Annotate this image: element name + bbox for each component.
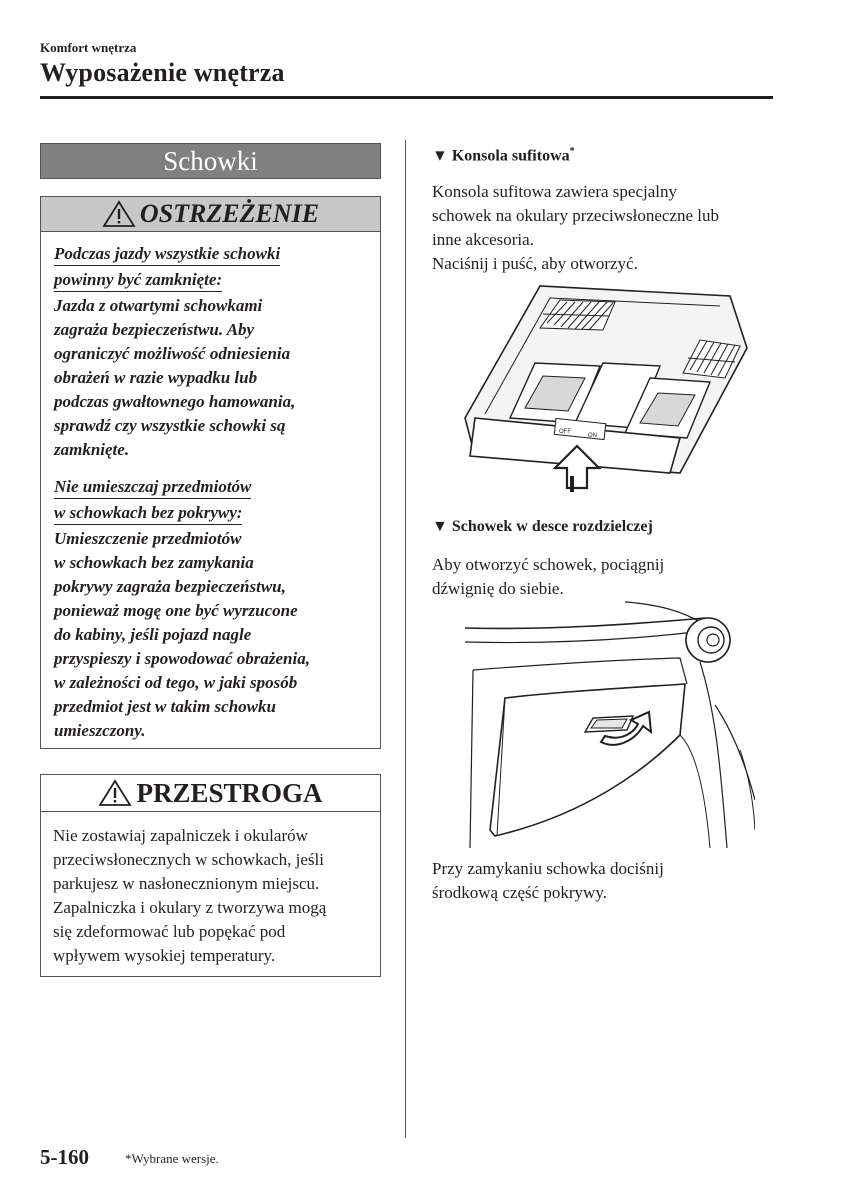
warning-line: obrażeń w razie wypadku lub (54, 368, 258, 387)
chapter-label: Komfort wnętrza (40, 40, 137, 55)
warning-item-heading: Nie umieszczaj przedmiotów (54, 476, 251, 499)
caution-body (41, 812, 380, 968)
page-number: 5-160 (40, 1145, 89, 1169)
glovebox-text (432, 553, 664, 601)
warning-triangle-icon (98, 779, 132, 807)
section-title: Schowki (163, 146, 258, 176)
caution-line: się zdeformować lub popękać pod (53, 922, 286, 941)
warning-title: OSTRZEŻENIE (139, 199, 320, 228)
warning-line: przedmiot jest w takim schowku (54, 697, 276, 716)
caution-line: Nie zostawiaj zapalniczek i okularów (53, 826, 308, 845)
warning-line: do kabiny, jeśli pojazd nagle (54, 625, 252, 644)
warning-item-heading: w schowkach bez pokrywy: (54, 502, 242, 525)
warning-box (40, 196, 381, 749)
warning-item (54, 475, 380, 743)
console-line: Konsola sufitowa zawiera specjalny (432, 182, 677, 201)
warning-item-heading: Podczas jazdy wszystkie schowki (54, 243, 280, 266)
glovebox-closing-line: Przy zamykaniu schowka dociśnij (432, 859, 664, 878)
warning-line: Umieszczenie przedmiotów (54, 529, 242, 548)
glovebox-closing-text (432, 857, 664, 905)
warning-line: ograniczyć możliwość odniesienia (54, 344, 291, 363)
caution-title: PRZESTROGA (136, 777, 323, 808)
warning-line: ponieważ mogę one być wyrzucone (54, 601, 298, 620)
console-line: Naciśnij i puść, aby otworzyć. (432, 254, 638, 273)
caution-line: parkujesz w nasłonecznionym miejscu. (53, 874, 320, 893)
warning-item (54, 242, 380, 462)
caution-box (40, 774, 381, 977)
section-banner (40, 143, 381, 179)
glovebox-illustration (465, 600, 755, 848)
warning-item-heading: powinny być zamknięte: (54, 269, 222, 292)
caution-line: przeciwsłonecznych w schowkach, jeśli (53, 850, 324, 869)
console-heading-text: ▼ Konsola sufitowa (432, 147, 570, 165)
caution-header (41, 775, 380, 812)
switch-on-label: ON (588, 433, 597, 439)
warning-line: Jazda z otwartymi schowkami (54, 296, 263, 315)
warning-line: w schowkach bez zamykania (54, 553, 254, 572)
caution-line: wpływem wysokiej temperatury. (53, 946, 276, 965)
warning-line: podczas gwałtownego hamowania, (54, 392, 296, 411)
page-title: Wyposażenie wnętrza (40, 58, 285, 87)
warning-line: zamknięte. (54, 440, 130, 459)
glovebox-line: Aby otworzyć schowek, pociągnij (432, 555, 665, 574)
caution-line: Zapalniczka i okulary z tworzywa mogą (53, 898, 327, 917)
console-line: schowek na okulary przeciwsłoneczne lub (432, 206, 719, 225)
glovebox-closing-line: środkową część pokrywy. (432, 883, 607, 902)
glovebox-line: dźwignię do siebie. (432, 579, 564, 598)
optional-mark: * (569, 146, 575, 157)
switch-off-label: OFF (559, 429, 571, 435)
header-divider (40, 96, 773, 99)
warning-header (41, 197, 380, 232)
warning-body (41, 232, 380, 743)
warning-triangle-icon (102, 200, 136, 228)
warning-line: w zależności od tego, w jaki sposób (54, 673, 298, 692)
column-divider (405, 140, 406, 1138)
warning-line: przyspieszy i spowodować obrażenia, (54, 649, 310, 668)
warning-line: zagraża bezpieczeństwu. Aby (54, 320, 255, 339)
console-heading (432, 146, 575, 165)
overhead-console-illustration (455, 278, 755, 498)
glovebox-heading: ▼ Schowek w desce rozdzielczej (432, 518, 653, 535)
warning-line: sprawdź czy wszystkie schowki są (54, 416, 286, 435)
console-text (432, 180, 719, 276)
footnote: *Wybrane wersje. (125, 1151, 219, 1166)
warning-line: pokrywy zagraża bezpieczeństwu, (54, 577, 286, 596)
console-line: inne akcesoria. (432, 230, 534, 249)
warning-line: umieszczony. (54, 721, 146, 740)
